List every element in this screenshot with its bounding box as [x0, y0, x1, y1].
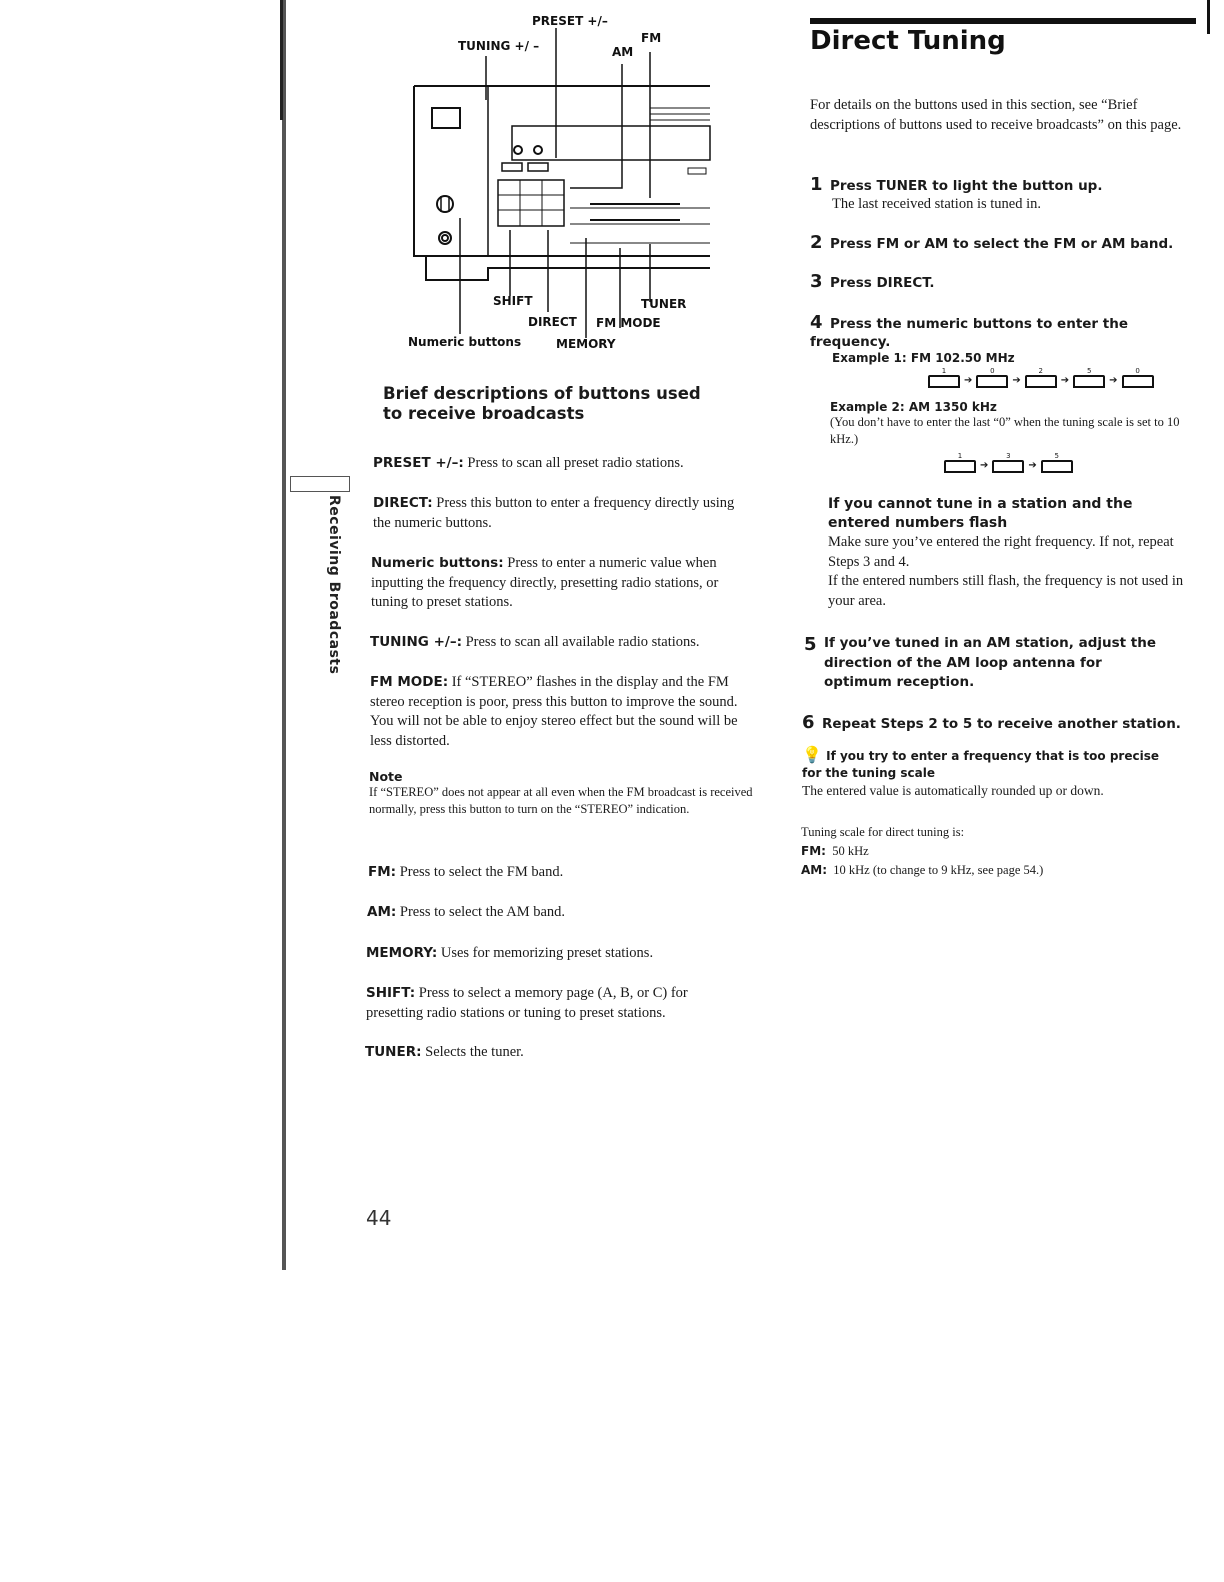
step-5: [804, 634, 1189, 693]
label-shift: SHIFT: [493, 294, 533, 308]
scale-fm: FM: 50 kHz: [801, 844, 869, 858]
label-fm-mode: FM MODE: [596, 316, 661, 330]
desc-term: TUNER:: [365, 1044, 422, 1060]
numeric-key-icon: 0: [1122, 367, 1154, 388]
desc-term: MEMORY:: [366, 945, 438, 961]
step-number: 6: [802, 712, 815, 733]
desc-text: Press to select the FM band.: [399, 864, 564, 880]
receiver-diagram: [400, 8, 720, 358]
troubleshoot-text-2: If the entered numbers still flash, the frequency is not used in your area.: [828, 573, 1184, 609]
desc-text: Press to select the AM band.: [399, 904, 566, 920]
desc-item: [366, 984, 736, 1023]
example-2: [830, 400, 1192, 473]
arrow-icon: ➔: [964, 375, 973, 386]
desc-term: TUNING +/–:: [370, 634, 462, 650]
step-text: Repeat Steps 2 to 5 to receive another station.: [822, 716, 1181, 732]
step-text: Press the numeric buttons to enter the frequency.: [810, 316, 1129, 350]
arrow-icon: ➔: [1109, 375, 1118, 386]
scale-intro: Tuning scale for direct tuning is:: [801, 825, 965, 839]
desc-term: SHIFT:: [366, 985, 416, 1001]
troubleshoot: [828, 495, 1188, 611]
desc-text: Press to select a memory page (A, B, or C) for presetting radio stations or tuning to preset stations.: [366, 985, 688, 1021]
section-rule-tick: [1207, 0, 1210, 34]
numeric-key-icon: 5: [1073, 367, 1105, 388]
numeric-key-icon: 1: [944, 452, 976, 473]
desc-term: PRESET +/–:: [373, 455, 464, 471]
arrow-icon: ➔: [1012, 375, 1021, 386]
descriptions-heading: Brief descriptions of buttons used to receive broadcasts: [383, 384, 701, 423]
arrow-icon: ➔: [1060, 375, 1070, 386]
tip: [802, 746, 1182, 800]
desc-item: [370, 633, 760, 653]
desc-item: [373, 454, 763, 474]
desc-item: [370, 673, 752, 751]
receiver-body: [414, 86, 710, 280]
numeric-key-icon: 1: [928, 367, 960, 388]
scale-am: AM: 10 kHz (to change to 9 kHz, see page 54.): [801, 863, 1044, 877]
example-2-keys: [944, 452, 1192, 473]
arrow-icon: ➔: [980, 460, 989, 471]
desc-item: [371, 554, 755, 613]
example-1-label: Example 1: FM 102.50 MHz: [832, 351, 1015, 365]
step-number: 2: [810, 232, 823, 253]
example-1-keys: [928, 367, 1192, 388]
step-number: 5: [804, 634, 817, 655]
troubleshoot-heading: If you cannot tune in a station and the entered numbers flash: [828, 496, 1133, 531]
step-3: [810, 271, 1195, 292]
step-number: 3: [810, 271, 823, 292]
desc-item: [373, 494, 743, 533]
note-title: Note: [369, 769, 403, 784]
label-tuning: TUNING +/ –: [458, 39, 540, 53]
label-tuner: TUNER: [641, 297, 687, 311]
desc-item: [365, 1043, 755, 1063]
desc-item: [367, 903, 757, 923]
tip-text: The entered value is automatically rounded up or down.: [802, 783, 1104, 798]
label-direct: DIRECT: [528, 315, 577, 329]
label-memory: MEMORY: [556, 337, 616, 351]
descriptions-section: [367, 384, 757, 424]
step-6: [802, 712, 1187, 733]
desc-item: [366, 944, 756, 964]
desc-term: Numeric buttons:: [371, 555, 504, 571]
numeric-key-icon: 3: [992, 452, 1024, 473]
binding-edge: [280, 0, 290, 1270]
label-preset: PRESET +/–: [532, 14, 608, 28]
example-2-label: Example 2: AM 1350 kHz: [830, 400, 997, 414]
arrow-icon: ➔: [1028, 460, 1037, 471]
desc-text: Press to scan all preset radio stations.: [467, 455, 684, 471]
page-number: 44: [366, 1206, 392, 1230]
step-subtext: The last received station is tuned in.: [832, 196, 1041, 212]
desc-term: AM:: [367, 904, 397, 920]
step-4: [810, 312, 1195, 351]
step-text: If you’ve tuned in an AM station, adjust the direction of the AM loop antenna for optimum reception.: [824, 635, 1157, 690]
desc-term: FM MODE:: [370, 674, 449, 690]
desc-term: FM:: [368, 864, 397, 880]
numeric-key-icon: 0: [976, 367, 1008, 388]
intro-text: For details on the buttons used in this section, see “Brief descriptions of buttons used to receive broadcasts” on this page.: [810, 97, 1182, 133]
label-numeric: Numeric buttons: [408, 335, 522, 349]
step-number: 1: [810, 174, 823, 195]
numeric-key-icon: 2: [1025, 367, 1057, 388]
label-fm: FM: [641, 31, 662, 45]
tab-marker: [290, 476, 350, 492]
tip-title: 💡 If you try to enter a frequency that is too precise for the tuning scale: [802, 745, 1159, 780]
section-rule: [810, 18, 1196, 24]
troubleshoot-text-1: Make sure you’ve entered the right frequency. If not, repeat Steps 3 and 4.: [828, 534, 1174, 570]
example-2-note: (You don’t have to enter the last “0” when the tuning scale is set to 10 kHz.): [830, 415, 1180, 446]
desc-text: If “STEREO” flashes in the display and the FM stereo reception is poor, press this button to improve the sound. You will not be able to enjoy stereo effect but the sound will be less distorted.: [370, 674, 738, 749]
page-title: Direct Tuning: [810, 26, 1006, 56]
desc-text: Press to scan all available radio stations.: [465, 634, 700, 650]
numeric-key-icon: 5: [1041, 452, 1073, 473]
note: [369, 769, 753, 818]
desc-text: Selects the tuner.: [425, 1044, 524, 1060]
desc-text: Press this button to enter a frequency directly using the numeric buttons.: [373, 495, 735, 531]
label-am: AM: [612, 45, 634, 59]
desc-text: Uses for memorizing preset stations.: [440, 945, 654, 961]
step-number: 4: [810, 312, 823, 333]
example-1: [832, 351, 1192, 388]
tuning-scale: [801, 823, 1181, 880]
step-text: Press FM or AM to select the FM or AM band.: [830, 236, 1174, 252]
step-2: [810, 232, 1195, 253]
step-text: Press DIRECT.: [830, 275, 935, 291]
desc-item: [368, 863, 758, 883]
desc-text: Press to enter a numeric value when inputting the frequency directly, presetting radio stations, or tuning to preset stations.: [371, 555, 719, 610]
desc-term: DIRECT:: [373, 495, 433, 511]
side-tab-label: Receiving Broadcasts: [326, 495, 342, 675]
lightbulb-icon: 💡: [802, 745, 822, 764]
note-text: If “STEREO” does not appear at all even when the FM broadcast is received normally, press this button to turn on the “STEREO” indication.: [369, 785, 753, 816]
step-1: [810, 174, 1195, 214]
step-text: Press TUNER to light the button up.: [830, 178, 1103, 194]
